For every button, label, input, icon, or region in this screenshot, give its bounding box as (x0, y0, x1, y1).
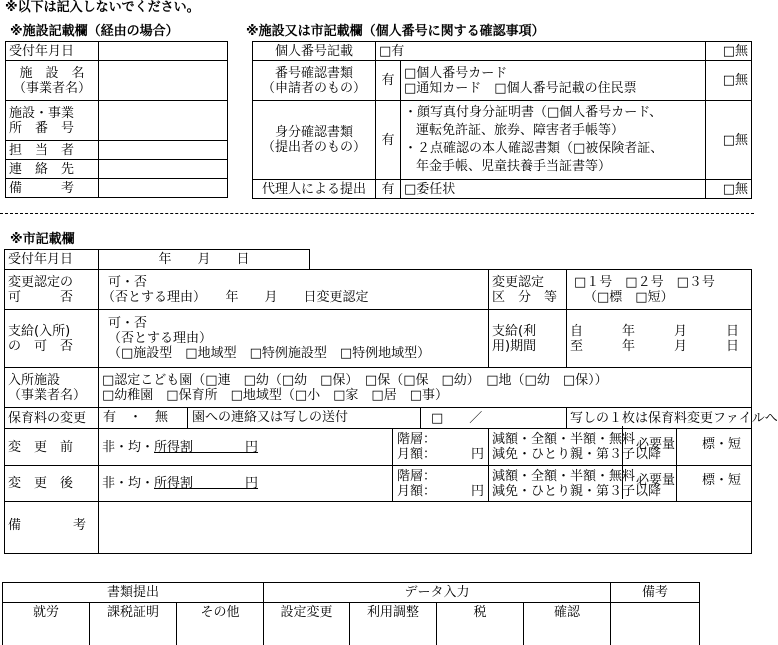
facility-remarks-field[interactable] (99, 179, 228, 198)
before-need-label: 必要量 (636, 437, 676, 452)
change-approval-value[interactable]: 可・否 （否とする理由） 年 月 日変更認定 (99, 270, 489, 310)
confirm-iddoc-have: 有 (376, 101, 401, 180)
city-heading: ※市記載欄 (10, 232, 75, 247)
city-main-table (4, 269, 778, 554)
cell-work[interactable] (3, 623, 90, 645)
facility-staff-field[interactable] (99, 141, 228, 160)
confirm-agent-proxy[interactable]: □委任状 (401, 180, 706, 199)
confirm-table (252, 41, 752, 199)
before-label: 変 更 前 (5, 429, 99, 466)
facility-heading: ※施設記載欄（経由の場合） (10, 24, 179, 39)
cell-tax-cert[interactable] (90, 623, 177, 645)
pay-period-value[interactable]: 自 年 月 日 至 年 月 日 (567, 310, 752, 368)
docs-header: 書類提出 (3, 583, 264, 603)
fee-date[interactable]: □ ／ (421, 408, 567, 429)
change-kubun-value[interactable]: □１号 □２号 □３号 （□標 □短） (567, 270, 752, 310)
confirm-numdoc-label: 番号確認書類 （申請者のもの） (253, 61, 376, 101)
after-label: 変 更 後 (5, 466, 99, 502)
after-reduction[interactable]: 減額・全額・半額・無料 減免・ひとり親・第３子以降 (489, 466, 677, 502)
confirm-heading: ※施設又は市記載欄（個人番号に関する確認事項） (246, 24, 545, 39)
bottom-table (2, 582, 700, 645)
city-remarks-label: 備 考 (5, 502, 99, 554)
col-setting-change: 設定変更 (264, 603, 350, 623)
confirm-agent-label: 代理人による提出 (253, 180, 376, 199)
col-work: 就労 (3, 603, 90, 623)
after-need-label: 必要量 (636, 473, 676, 488)
facility-reception-field[interactable] (99, 42, 228, 61)
col-tax: 税 (437, 603, 524, 623)
facility-contact-field[interactable] (99, 160, 228, 179)
cell-usage-adjust[interactable] (350, 623, 437, 645)
confirm-mynumber-no[interactable]: □無 (706, 42, 752, 61)
city-remarks-field[interactable] (99, 502, 752, 554)
facility-row-remarks: 備 考 (6, 179, 99, 198)
pay-period-label: 支給(利 用)期間 (489, 310, 567, 368)
pay-approval-value[interactable]: 可・否 （否とする理由） （□施設型 □地域型 □特例施設型 □特例地域型） (99, 310, 489, 368)
cell-other[interactable] (177, 623, 264, 645)
before-reduction[interactable]: 減額・全額・半額・無料 減免・ひとり親・第３子以降 (489, 429, 677, 466)
before-type[interactable]: 非・均・所得割 円 (99, 429, 393, 466)
city-reception-label: 受付年月日 (5, 250, 99, 270)
fee-change-cell (99, 408, 421, 429)
col-other: その他 (177, 603, 264, 623)
before-tier[interactable]: 階層： 月額： 円 (393, 429, 489, 466)
bottom-remarks-header: 備考 (611, 583, 700, 603)
fee-contact-label: 園への連絡又は写しの送付 (192, 410, 349, 425)
confirm-agent-have: 有 (376, 180, 401, 199)
cell-confirm[interactable] (524, 623, 611, 645)
fee-change-have[interactable]: 有 ・ 無 (99, 408, 188, 428)
city-facility-options[interactable]: □認定こども園（□連 □幼（□幼 □保） □保（□保 □幼） □地（□幼 □保）） □幼稚園 □保育所 □地域型（□小 □家 □居 □事） (99, 368, 752, 408)
facility-number-field[interactable] (99, 101, 228, 141)
after-type[interactable]: 非・均・所得割 円 (99, 466, 393, 502)
facility-row-name: 施 設 名 （事業者名） (6, 61, 99, 101)
facility-name-field[interactable] (99, 61, 228, 101)
cell-tax[interactable] (437, 623, 524, 645)
need-divider (622, 426, 624, 499)
confirm-agent-no[interactable]: □無 (706, 180, 752, 199)
col-confirm: 確認 (524, 603, 611, 623)
divider-dashed (0, 213, 754, 214)
fee-copy-note: 写しの１枚は保育料変更ファイルへ (567, 408, 752, 429)
city-facility-label: 入所施設 （事業者名） (5, 368, 99, 408)
facility-row-contact: 連 絡 先 (6, 160, 99, 179)
after-tier[interactable]: 階層： 月額： 円 (393, 466, 489, 502)
change-approval-label: 変更認定の 可 否 (5, 270, 99, 310)
cell-setting-change[interactable] (264, 623, 350, 645)
pay-approval-label: 支給(入所) の 可 否 (5, 310, 99, 368)
confirm-iddoc-options[interactable]: ・顔写真付身分証明書（□個人番号カード、 運転免許証、旅券、障害者手帳等） ・２点確認の本人確認書類（□被保険者証、 年金手帳、児童扶養手当証書等） (401, 101, 706, 180)
confirm-mynumber-yes[interactable]: □有 (376, 42, 706, 61)
fee-change-label: 保育料の変更 (5, 408, 99, 429)
confirm-numdoc-have: 有 (376, 61, 401, 101)
confirm-iddoc-label: 身分確認書類 （提出者のもの） (253, 101, 376, 180)
before-std-short[interactable]: 標・短 (702, 437, 742, 452)
col-tax-cert: 課税証明 (90, 603, 177, 623)
top-note: ※以下は記入しないでください。 (5, 0, 200, 15)
data-header: データ入力 (264, 583, 611, 603)
facility-table (5, 41, 228, 198)
confirm-mynumber-label: 個人番号記載 (253, 42, 376, 61)
facility-row-reception: 受付年月日 (6, 42, 99, 61)
confirm-iddoc-no[interactable]: □無 (706, 101, 752, 180)
confirm-numdoc-options[interactable]: □個人番号カード □通知カード □個人番号記載の住民票 (401, 61, 706, 101)
confirm-numdoc-no[interactable]: □無 (706, 61, 752, 101)
change-kubun-label: 変更認定 区 分 等 (489, 270, 567, 310)
facility-row-number: 施設・事業 所 番 号 (6, 101, 99, 141)
cell-bottom-remarks[interactable] (611, 623, 700, 645)
bottom-remarks-field[interactable] (611, 603, 700, 623)
city-reception-table (4, 249, 310, 270)
facility-row-staff: 担 当 者 (6, 141, 99, 160)
col-usage-adjust: 利用調整 (350, 603, 437, 623)
city-reception-date[interactable]: 年 月 日 (99, 250, 310, 270)
after-std-short[interactable]: 標・短 (702, 473, 742, 488)
